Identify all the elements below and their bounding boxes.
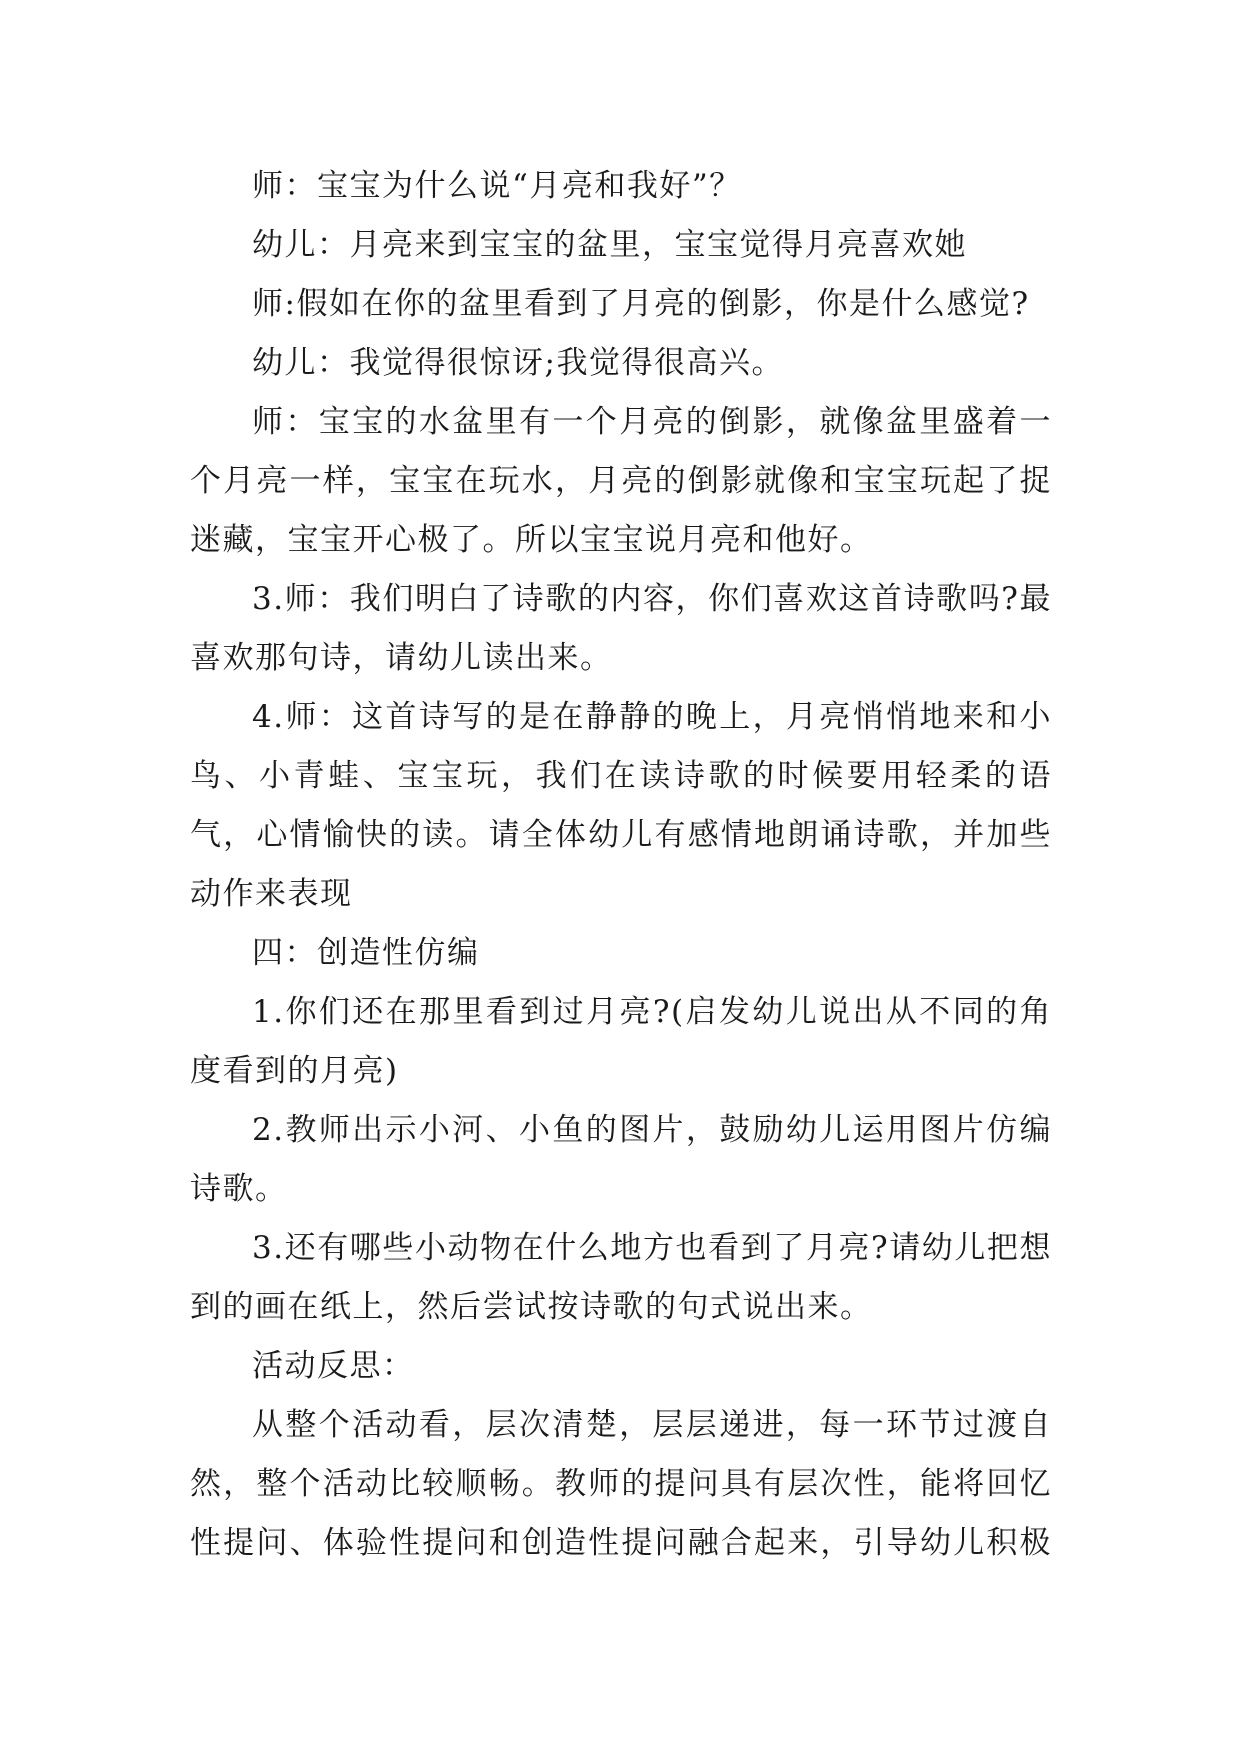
paragraph-teacher-question-1: 师：宝宝为什么说“月亮和我好”？ — [252, 168, 742, 204]
paragraph-step-4: 4.师：这首诗写的是在静静的晚上，月亮悄悄地来和小鸟、小青蛙、宝宝玩，我们在读诗歌的时候要用轻柔的语气，心情愉快的读。请全体幼儿有感情地朗诵诗歌，并加些动作来表现 — [190, 699, 1052, 912]
paragraph-reflection-body: 从整个活动看，层次清楚，层层递进，每一环节过渡自然，整个活动比较顺畅。教师的提问具有层次性，能将回忆性提问、体验性提问和创造性提问融合起来，引导幼儿积极 — [190, 1407, 1052, 1561]
document-page — [190, 157, 1052, 1573]
section-heading-reflection: 活动反思： — [252, 1348, 415, 1384]
paragraph-child-answer-1: 幼儿：月亮来到宝宝的盆里，宝宝觉得月亮喜欢她 — [252, 227, 967, 263]
section-heading-creative-imitation: 四：创造性仿编 — [252, 935, 480, 971]
paragraph-imitation-step-2: 2.教师出示小河、小鱼的图片，鼓励幼儿运用图片仿编诗歌。 — [190, 1112, 1052, 1207]
paragraph-teacher-explanation: 师：宝宝的水盆里有一个月亮的倒影，就像盆里盛着一个月亮一样，宝宝在玩水，月亮的倒影就像和宝宝玩起了捉迷藏，宝宝开心极了。所以宝宝说月亮和他好。 — [190, 404, 1052, 558]
paragraph-step-3: 3.师：我们明白了诗歌的内容，你们喜欢这首诗歌吗?最喜欢那句诗，请幼儿读出来。 — [190, 581, 1052, 676]
paragraph-imitation-step-1: 1.你们还在那里看到过月亮?(启发幼儿说出从不同的角度看到的月亮) — [190, 994, 1052, 1089]
paragraph-child-answer-2: 幼儿：我觉得很惊讶;我觉得很高兴。 — [252, 345, 784, 381]
paragraph-teacher-question-2: 师:假如在你的盆里看到了月亮的倒影，你是什么感觉? — [252, 286, 1030, 322]
paragraph-imitation-step-3: 3.还有哪些小动物在什么地方也看到了月亮?请幼儿把想到的画在纸上，然后尝试按诗歌的句式说出来。 — [190, 1230, 1052, 1325]
